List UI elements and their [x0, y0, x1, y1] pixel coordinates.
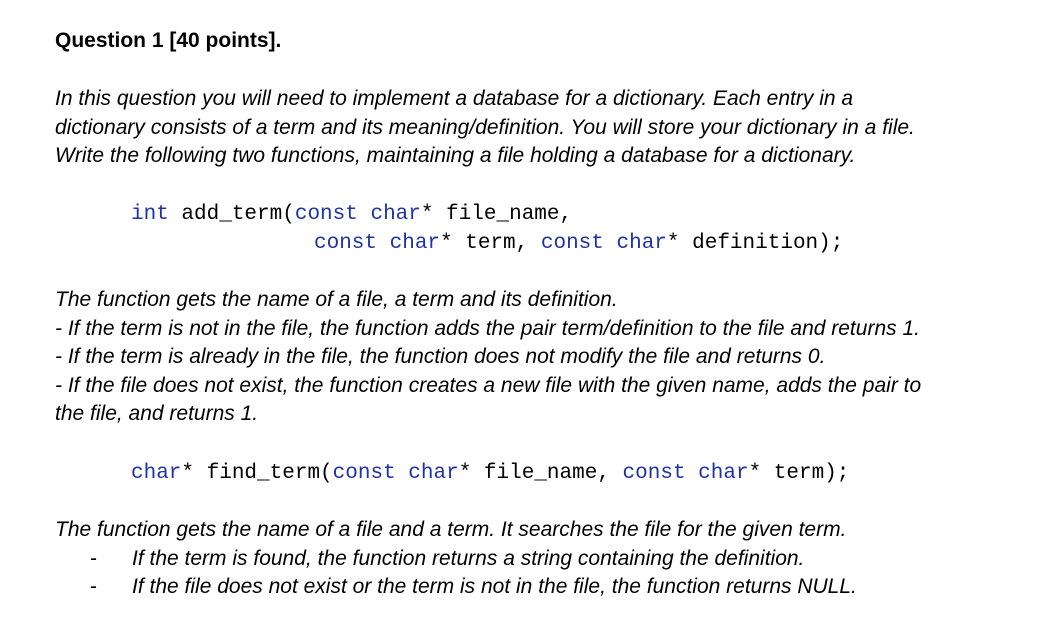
add-term-signature-line-1	[131, 203, 572, 226]
code-keyword: const	[314, 232, 378, 255]
add-term-description	[55, 286, 921, 429]
code-keyword: char	[370, 203, 421, 226]
code-keyword: const	[294, 203, 358, 226]
description-line: - If the term is already in the file, the function does not modify the file and returns 0.	[55, 345, 826, 368]
description-line: the file, and returns 1.	[55, 402, 259, 425]
add-term-signature-line-2	[314, 232, 843, 255]
code-text	[686, 462, 699, 485]
bullet-dash: -	[90, 546, 97, 570]
code-text: * definition);	[666, 232, 844, 255]
intro-line: In this question you will need to implement a database for a dictionary. Each entry in a	[55, 87, 854, 110]
code-text	[358, 203, 371, 226]
list-item	[55, 573, 857, 602]
code-keyword: char	[408, 462, 459, 485]
code-text: * file_name,	[458, 462, 623, 485]
bullet-dash: -	[90, 575, 97, 598]
code-keyword: const	[332, 462, 396, 485]
description-line: The function gets the name of a file and a term. It searches the file for the given term.	[55, 518, 847, 541]
code-text: * find_term(	[181, 462, 333, 485]
code-keyword: char	[616, 232, 667, 255]
code-keyword: int	[131, 203, 169, 226]
description-line: - If the term is not in the file, the function adds the pair term/definition to the file and returns 1.	[55, 316, 920, 340]
code-keyword: const	[622, 462, 686, 485]
code-text: add_term(	[168, 203, 295, 226]
description-line: The function gets the name of a file, a term and its definition.	[55, 288, 618, 311]
code-text: * term);	[748, 462, 850, 485]
question-heading: Question 1 [40 points].	[55, 29, 282, 52]
code-keyword: char	[389, 232, 441, 255]
find-term-description	[55, 516, 857, 602]
code-keyword: char	[131, 462, 182, 485]
code-keyword: const	[540, 232, 604, 255]
code-text: * term,	[440, 232, 541, 255]
bullet-text: If the file does not exist or the term is not in the file, the function returns NULL.	[132, 575, 857, 598]
code-text	[604, 232, 617, 255]
bullet-text: If the term is found, the function returns a string containing the definition.	[132, 546, 805, 570]
intro-paragraph	[55, 85, 915, 171]
list-item	[55, 545, 857, 574]
intro-line: Write the following two functions, maintaining a file holding a database for a dictionary.	[55, 144, 856, 167]
description-line: - If the file does not exist, the function creates a new file with the given name, adds the pair to	[55, 373, 922, 397]
code-text	[377, 232, 390, 255]
code-text	[396, 462, 409, 485]
code-text: * file_name,	[420, 203, 573, 226]
find-term-signature	[131, 462, 849, 485]
code-keyword: char	[698, 462, 749, 485]
intro-line: dictionary consists of a term and its meaning/definition. You will store your dictionary in a file.	[55, 115, 915, 139]
